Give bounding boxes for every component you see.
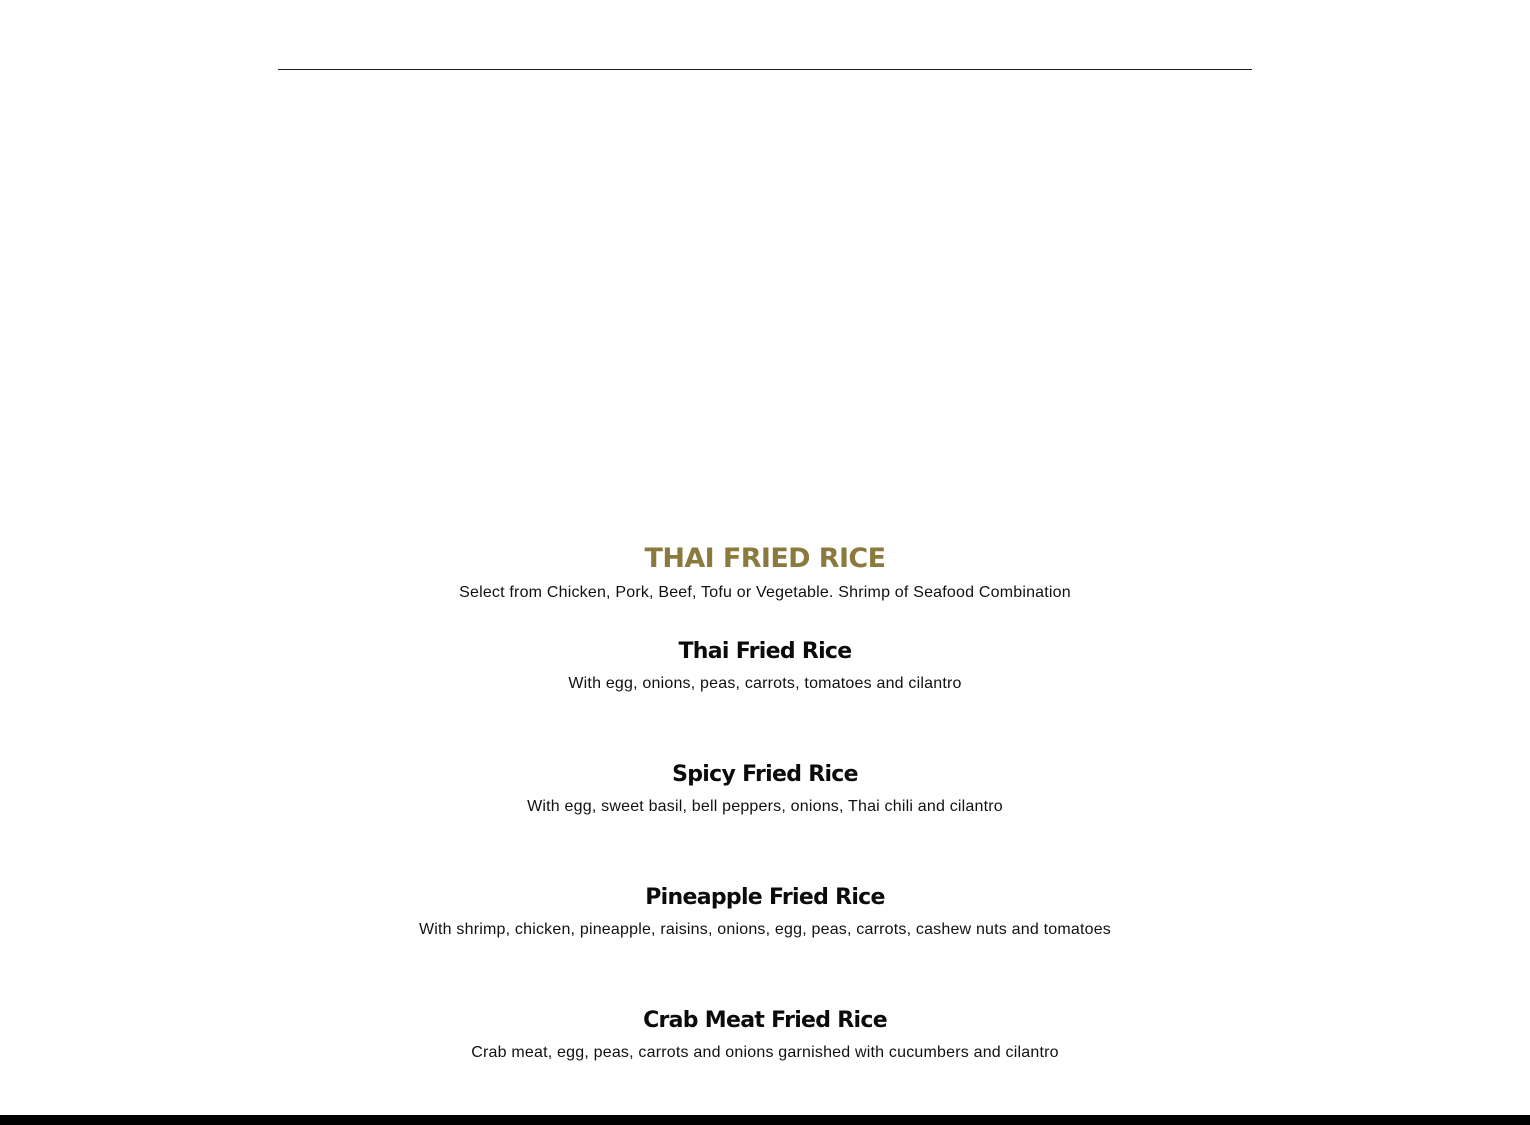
menu-items-list bbox=[0, 636, 1530, 1125]
section-title: THAI FRIED RICE bbox=[644, 543, 886, 574]
menu-item-description: With egg, onions, peas, carrots, tomatoes and cilantro bbox=[568, 675, 962, 692]
menu-item-description: With shrimp, chicken, pineapple, raisins, onions, egg, peas, carrots, cashew nuts and tomatoes bbox=[418, 921, 1112, 938]
menu-item-name: Crab Meat Fried Rice bbox=[643, 1008, 887, 1033]
menu-item bbox=[0, 1005, 1530, 1125]
header-divider bbox=[278, 69, 1252, 70]
menu-item-name: Pineapple Fried Rice bbox=[645, 885, 885, 910]
menu-item bbox=[0, 882, 1530, 1005]
thai-fried-rice-section bbox=[0, 540, 1530, 1125]
footer-bar bbox=[0, 1115, 1530, 1125]
menu-item-name: Thai Fried Rice bbox=[678, 639, 852, 664]
menu-item-description: Crab meat, egg, peas, carrots and onions garnished with cucumbers and cilantro bbox=[471, 1044, 1059, 1061]
menu-item-description: With egg, sweet basil, bell peppers, onions, Thai chili and cilantro bbox=[527, 798, 1003, 815]
menu-item bbox=[0, 759, 1530, 882]
menu-item-name: Spicy Fried Rice bbox=[672, 762, 858, 787]
section-description: Select from Chicken, Pork, Beef, Tofu or Vegetable. Shrimp of Seafood Combination bbox=[459, 584, 1071, 601]
menu-item bbox=[0, 636, 1530, 759]
